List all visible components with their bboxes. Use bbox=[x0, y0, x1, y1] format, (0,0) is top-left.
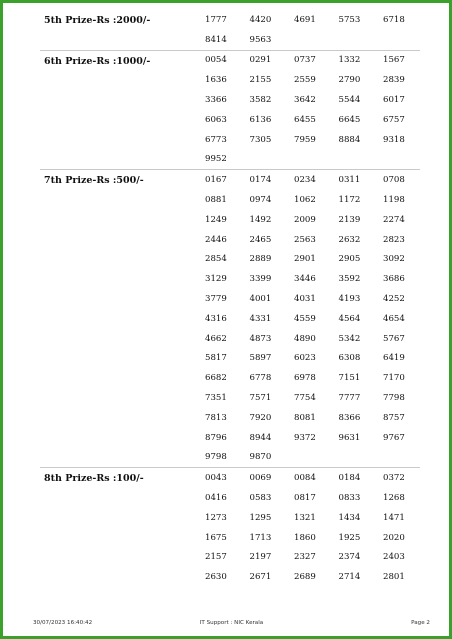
winning-numbers-grid bbox=[205, 51, 420, 170]
winning-number: 3366 bbox=[205, 95, 227, 106]
winning-number: 1062 bbox=[294, 195, 316, 206]
winning-number: 7571 bbox=[249, 393, 272, 404]
winning-number: 3642 bbox=[294, 95, 316, 106]
winning-number: 4559 bbox=[294, 313, 316, 324]
footer-datetime: 30/07/2023 16:40:42 bbox=[33, 620, 93, 626]
winning-number: 1777 bbox=[205, 14, 227, 25]
winning-number: 6136 bbox=[249, 114, 272, 125]
winning-number: 2905 bbox=[338, 254, 361, 265]
winning-number: 1636 bbox=[205, 75, 227, 86]
winning-number: 6778 bbox=[249, 373, 272, 384]
prize-section bbox=[40, 468, 420, 587]
winning-number: 0084 bbox=[294, 473, 316, 484]
winning-number: 4001 bbox=[249, 294, 272, 305]
winning-number: 2403 bbox=[383, 552, 405, 563]
winning-number: 1172 bbox=[338, 195, 361, 206]
winning-number: 4691 bbox=[294, 14, 316, 25]
prize-title: 6th Prize-Rs :1000/- bbox=[44, 55, 151, 67]
winning-number: 2563 bbox=[294, 234, 316, 245]
winning-number: 0043 bbox=[205, 473, 227, 484]
winning-number: 2801 bbox=[383, 572, 405, 583]
winning-number: 7151 bbox=[338, 373, 361, 384]
winning-number: 1273 bbox=[205, 512, 227, 523]
winning-number: 1925 bbox=[338, 532, 361, 543]
winning-number: 2465 bbox=[249, 234, 272, 245]
winning-number: 4654 bbox=[383, 313, 405, 324]
winning-number: 4873 bbox=[249, 333, 272, 344]
winning-number: 1198 bbox=[383, 195, 405, 206]
winning-number: 1249 bbox=[205, 214, 227, 225]
winning-number: 4316 bbox=[205, 313, 227, 324]
winning-number: 3592 bbox=[338, 274, 361, 285]
winning-number: 6757 bbox=[383, 114, 405, 125]
winning-number: 5342 bbox=[338, 333, 361, 344]
winning-number: 9952 bbox=[205, 154, 227, 165]
footer-support: IT Support : NIC Kerala bbox=[199, 620, 264, 626]
winning-number: 8757 bbox=[383, 412, 405, 423]
winning-number: 4331 bbox=[249, 313, 272, 324]
winning-number: 2157 bbox=[205, 552, 227, 563]
winning-number: 6718 bbox=[383, 14, 405, 25]
winning-number: 1860 bbox=[294, 532, 316, 543]
winning-number: 9870 bbox=[249, 452, 272, 463]
winning-number: 5897 bbox=[249, 353, 272, 364]
prize-title: 7th Prize-Rs :500/- bbox=[44, 175, 144, 187]
winning-number: 1567 bbox=[383, 55, 405, 66]
winning-number: 1321 bbox=[294, 512, 316, 523]
winning-number: 2197 bbox=[249, 552, 272, 563]
winning-number: 7351 bbox=[205, 393, 227, 404]
winning-number: 0054 bbox=[205, 55, 227, 66]
winning-number: 1471 bbox=[383, 512, 405, 523]
winning-number: 9767 bbox=[383, 432, 405, 443]
winning-number: 4420 bbox=[249, 14, 272, 25]
winning-number: 4031 bbox=[294, 294, 316, 305]
winning-number: 7754 bbox=[294, 393, 316, 404]
winning-number: 2689 bbox=[294, 572, 316, 583]
winning-number: 3446 bbox=[294, 274, 316, 285]
winning-number: 0311 bbox=[338, 175, 361, 186]
winning-number: 0817 bbox=[294, 493, 316, 504]
winning-number: 6978 bbox=[294, 373, 316, 384]
winning-number: 0174 bbox=[249, 175, 272, 186]
winning-number: 2823 bbox=[383, 234, 405, 245]
winning-number: 2155 bbox=[249, 75, 272, 86]
winning-number: 7920 bbox=[249, 412, 272, 423]
winning-number: 2139 bbox=[338, 214, 361, 225]
winning-number: 0372 bbox=[383, 473, 405, 484]
winning-number: 2009 bbox=[294, 214, 316, 225]
winning-number: 0184 bbox=[338, 473, 361, 484]
winning-number: 1492 bbox=[249, 214, 272, 225]
winning-number: 8884 bbox=[338, 134, 361, 145]
winning-number: 7305 bbox=[249, 134, 272, 145]
winning-number: 0069 bbox=[249, 473, 272, 484]
winning-number: 2630 bbox=[205, 572, 227, 583]
winning-number: 2632 bbox=[338, 234, 361, 245]
winning-number: 1713 bbox=[249, 532, 272, 543]
winning-number: 0737 bbox=[294, 55, 316, 66]
winning-number: 5767 bbox=[383, 333, 405, 344]
winning-number: 2714 bbox=[338, 572, 361, 583]
winning-number: 0234 bbox=[294, 175, 316, 186]
winning-number: 8944 bbox=[249, 432, 272, 443]
winning-number: 2374 bbox=[338, 552, 361, 563]
winning-number: 0833 bbox=[338, 493, 361, 504]
winning-number: 4662 bbox=[205, 333, 227, 344]
winning-number: 2790 bbox=[338, 75, 361, 86]
winning-number: 9563 bbox=[249, 34, 272, 45]
winning-number: 1295 bbox=[249, 512, 272, 523]
winning-number: 6455 bbox=[294, 114, 316, 125]
results-table bbox=[40, 10, 420, 587]
winning-number: 0416 bbox=[205, 493, 227, 504]
winning-numbers-grid bbox=[205, 468, 420, 587]
prize-title: 5th Prize-Rs :2000/- bbox=[44, 15, 151, 26]
prize-title: 8th Prize-Rs :100/- bbox=[44, 473, 144, 485]
winning-number: 0291 bbox=[249, 55, 272, 66]
footer-page-number: Page 2 bbox=[411, 620, 430, 626]
winning-number: 4193 bbox=[338, 294, 361, 305]
winning-number: 2901 bbox=[294, 254, 316, 265]
winning-number: 5544 bbox=[338, 95, 361, 106]
winning-numbers-grid bbox=[205, 10, 420, 50]
winning-number: 3582 bbox=[249, 95, 272, 106]
prize-section bbox=[40, 170, 420, 468]
winning-number: 7959 bbox=[294, 134, 316, 145]
winning-number: 5817 bbox=[205, 353, 227, 364]
winning-numbers-grid bbox=[205, 170, 420, 467]
winning-number: 9631 bbox=[338, 432, 361, 443]
winning-number: 3779 bbox=[205, 294, 227, 305]
winning-number: 2559 bbox=[294, 75, 316, 86]
winning-number: 2671 bbox=[249, 572, 272, 583]
winning-number: 3686 bbox=[383, 274, 405, 285]
winning-number: 4890 bbox=[294, 333, 316, 344]
winning-number: 9372 bbox=[294, 432, 316, 443]
winning-number: 3092 bbox=[383, 254, 405, 265]
winning-number: 8366 bbox=[338, 412, 361, 423]
winning-number: 2327 bbox=[294, 552, 316, 563]
winning-number: 1434 bbox=[338, 512, 361, 523]
prize-section bbox=[40, 51, 420, 171]
prize-section bbox=[40, 10, 420, 51]
winning-number: 7170 bbox=[383, 373, 405, 384]
winning-number: 6682 bbox=[205, 373, 227, 384]
winning-number: 0708 bbox=[383, 175, 405, 186]
winning-number: 6419 bbox=[383, 353, 405, 364]
winning-number: 6063 bbox=[205, 114, 227, 125]
winning-number: 0583 bbox=[249, 493, 272, 504]
winning-number: 0881 bbox=[205, 195, 227, 206]
winning-number: 6023 bbox=[294, 353, 316, 364]
winning-number: 2274 bbox=[383, 214, 405, 225]
winning-number: 3129 bbox=[205, 274, 227, 285]
winning-number: 0167 bbox=[205, 175, 227, 186]
winning-number: 2446 bbox=[205, 234, 227, 245]
winning-number: 4252 bbox=[383, 294, 405, 305]
winning-number: 8796 bbox=[205, 432, 227, 443]
winning-number: 8081 bbox=[294, 412, 316, 423]
winning-number: 8414 bbox=[205, 34, 227, 45]
winning-number: 5753 bbox=[338, 14, 361, 25]
winning-number: 2889 bbox=[249, 254, 272, 265]
winning-number: 2854 bbox=[205, 254, 227, 265]
winning-number: 1268 bbox=[383, 493, 405, 504]
winning-number: 6308 bbox=[338, 353, 361, 364]
winning-number: 7813 bbox=[205, 412, 227, 423]
winning-number: 0974 bbox=[249, 195, 272, 206]
winning-number: 9318 bbox=[383, 134, 405, 145]
winning-number: 6773 bbox=[205, 134, 227, 145]
winning-number: 4564 bbox=[338, 313, 361, 324]
winning-number: 7777 bbox=[338, 393, 361, 404]
winning-number: 2839 bbox=[383, 75, 405, 86]
winning-number: 1332 bbox=[338, 55, 361, 66]
winning-number: 6017 bbox=[383, 95, 405, 106]
winning-number: 7798 bbox=[383, 393, 405, 404]
winning-number: 6645 bbox=[338, 114, 361, 125]
winning-number: 3399 bbox=[249, 274, 272, 285]
winning-number: 2020 bbox=[383, 532, 405, 543]
winning-number: 1675 bbox=[205, 532, 227, 543]
winning-number: 9798 bbox=[205, 452, 227, 463]
